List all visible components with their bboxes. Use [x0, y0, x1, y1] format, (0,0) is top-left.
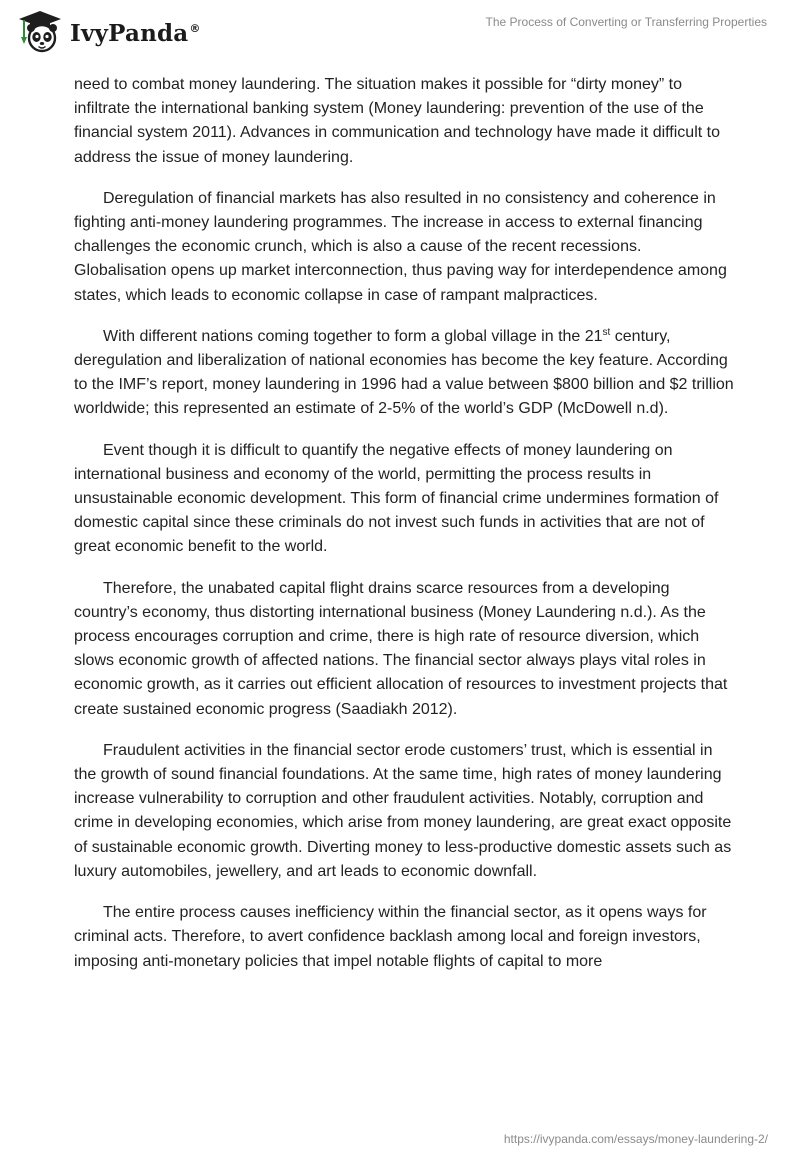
registered-mark: ®: [189, 21, 201, 35]
ordinal-superscript: st: [602, 326, 611, 338]
paragraph: Therefore, the unabated capital flight drains scarce resources from a developing country’s economy, thus distorting international business (Money Laundering n.d.). As the process encourages corruption and crime, there is high rate of resource diversion, which slows economic growth of affected nations. The financial sector always plays vital roles in economic growth, as it carries out efficient allocation of resources to investment projects that create sustained economic progress (Saadiakh 2012).: [74, 579, 728, 718]
page-header: [0, 0, 800, 70]
essay-body: [74, 73, 734, 991]
paragraph: The entire process causes inefficiency within the financial sector, as it opens ways for criminal acts. Therefore, to avert confidence backlash among local and foreign investors, imposing anti-monetary policies that impel notable flights of capital to more: [74, 904, 707, 970]
paragraph: [74, 325, 734, 422]
paragraph: Deregulation of financial markets has also resulted in no consistency and coherence in fighting anti-money laundering programmes. The increase in access to external financing challenges the economic crunch, which is also a cause of the recent recessions. Globalisation opens up market interconnection, thus paving way for interdependence among states, which leads to economic collapse in case of rampant malpractices.: [74, 189, 727, 304]
brand-name: IvyPanda®: [70, 19, 201, 47]
paragraph: need to combat money laundering. The situation makes it possible for “dirty money” to infiltrate the international banking system (Money laundering: prevention of the use of the financial system 2011). Advances in communication and technology have made it difficult to address the issue of money laundering.: [74, 76, 720, 166]
footer-url-link[interactable]: https://ivypanda.com/essays/money-laundering-2/: [503, 1132, 768, 1146]
ivypanda-logo[interactable]: [16, 10, 201, 54]
paragraph: Fraudulent activities in the financial sector erode customers’ trust, which is essential in the growth of sound financial foundations. At the same time, high rates of money laundering increase vulnerability to corruption and other fraudulent activities. Notably, corruption and crime in developing economies, which arise from money laundering, are great exact opposite of sustainable economic growth. Diverting money to less-productive domestic assets such as luxury automobiles, jewellery, and art leads to economic downfall.: [74, 741, 732, 880]
document-title: The Process of Converting or Transferring Properties: [485, 15, 767, 29]
paragraph-text: With different nations coming together to form a global village in the 21: [103, 327, 603, 345]
paragraph-text: century, deregulation and liberalization of national economies has become the key feature. According to the IMF’s report, money laundering in 1996 had a value between $800 billion and $2 trillion worldwide; this represented an estimate of 2-5% of the world’s GDP (McDowell n.d).: [74, 327, 734, 418]
paragraph: Event though it is difficult to quantify the negative effects of money laundering on international business and economy of the world, permitting the process results in unsustainable economic development. This form of financial crime undermines formation of domestic capital since these criminals do not invest such funds in activities that are not of great economic benefit to the world.: [74, 441, 719, 556]
panda-graduate-icon: [16, 10, 64, 54]
